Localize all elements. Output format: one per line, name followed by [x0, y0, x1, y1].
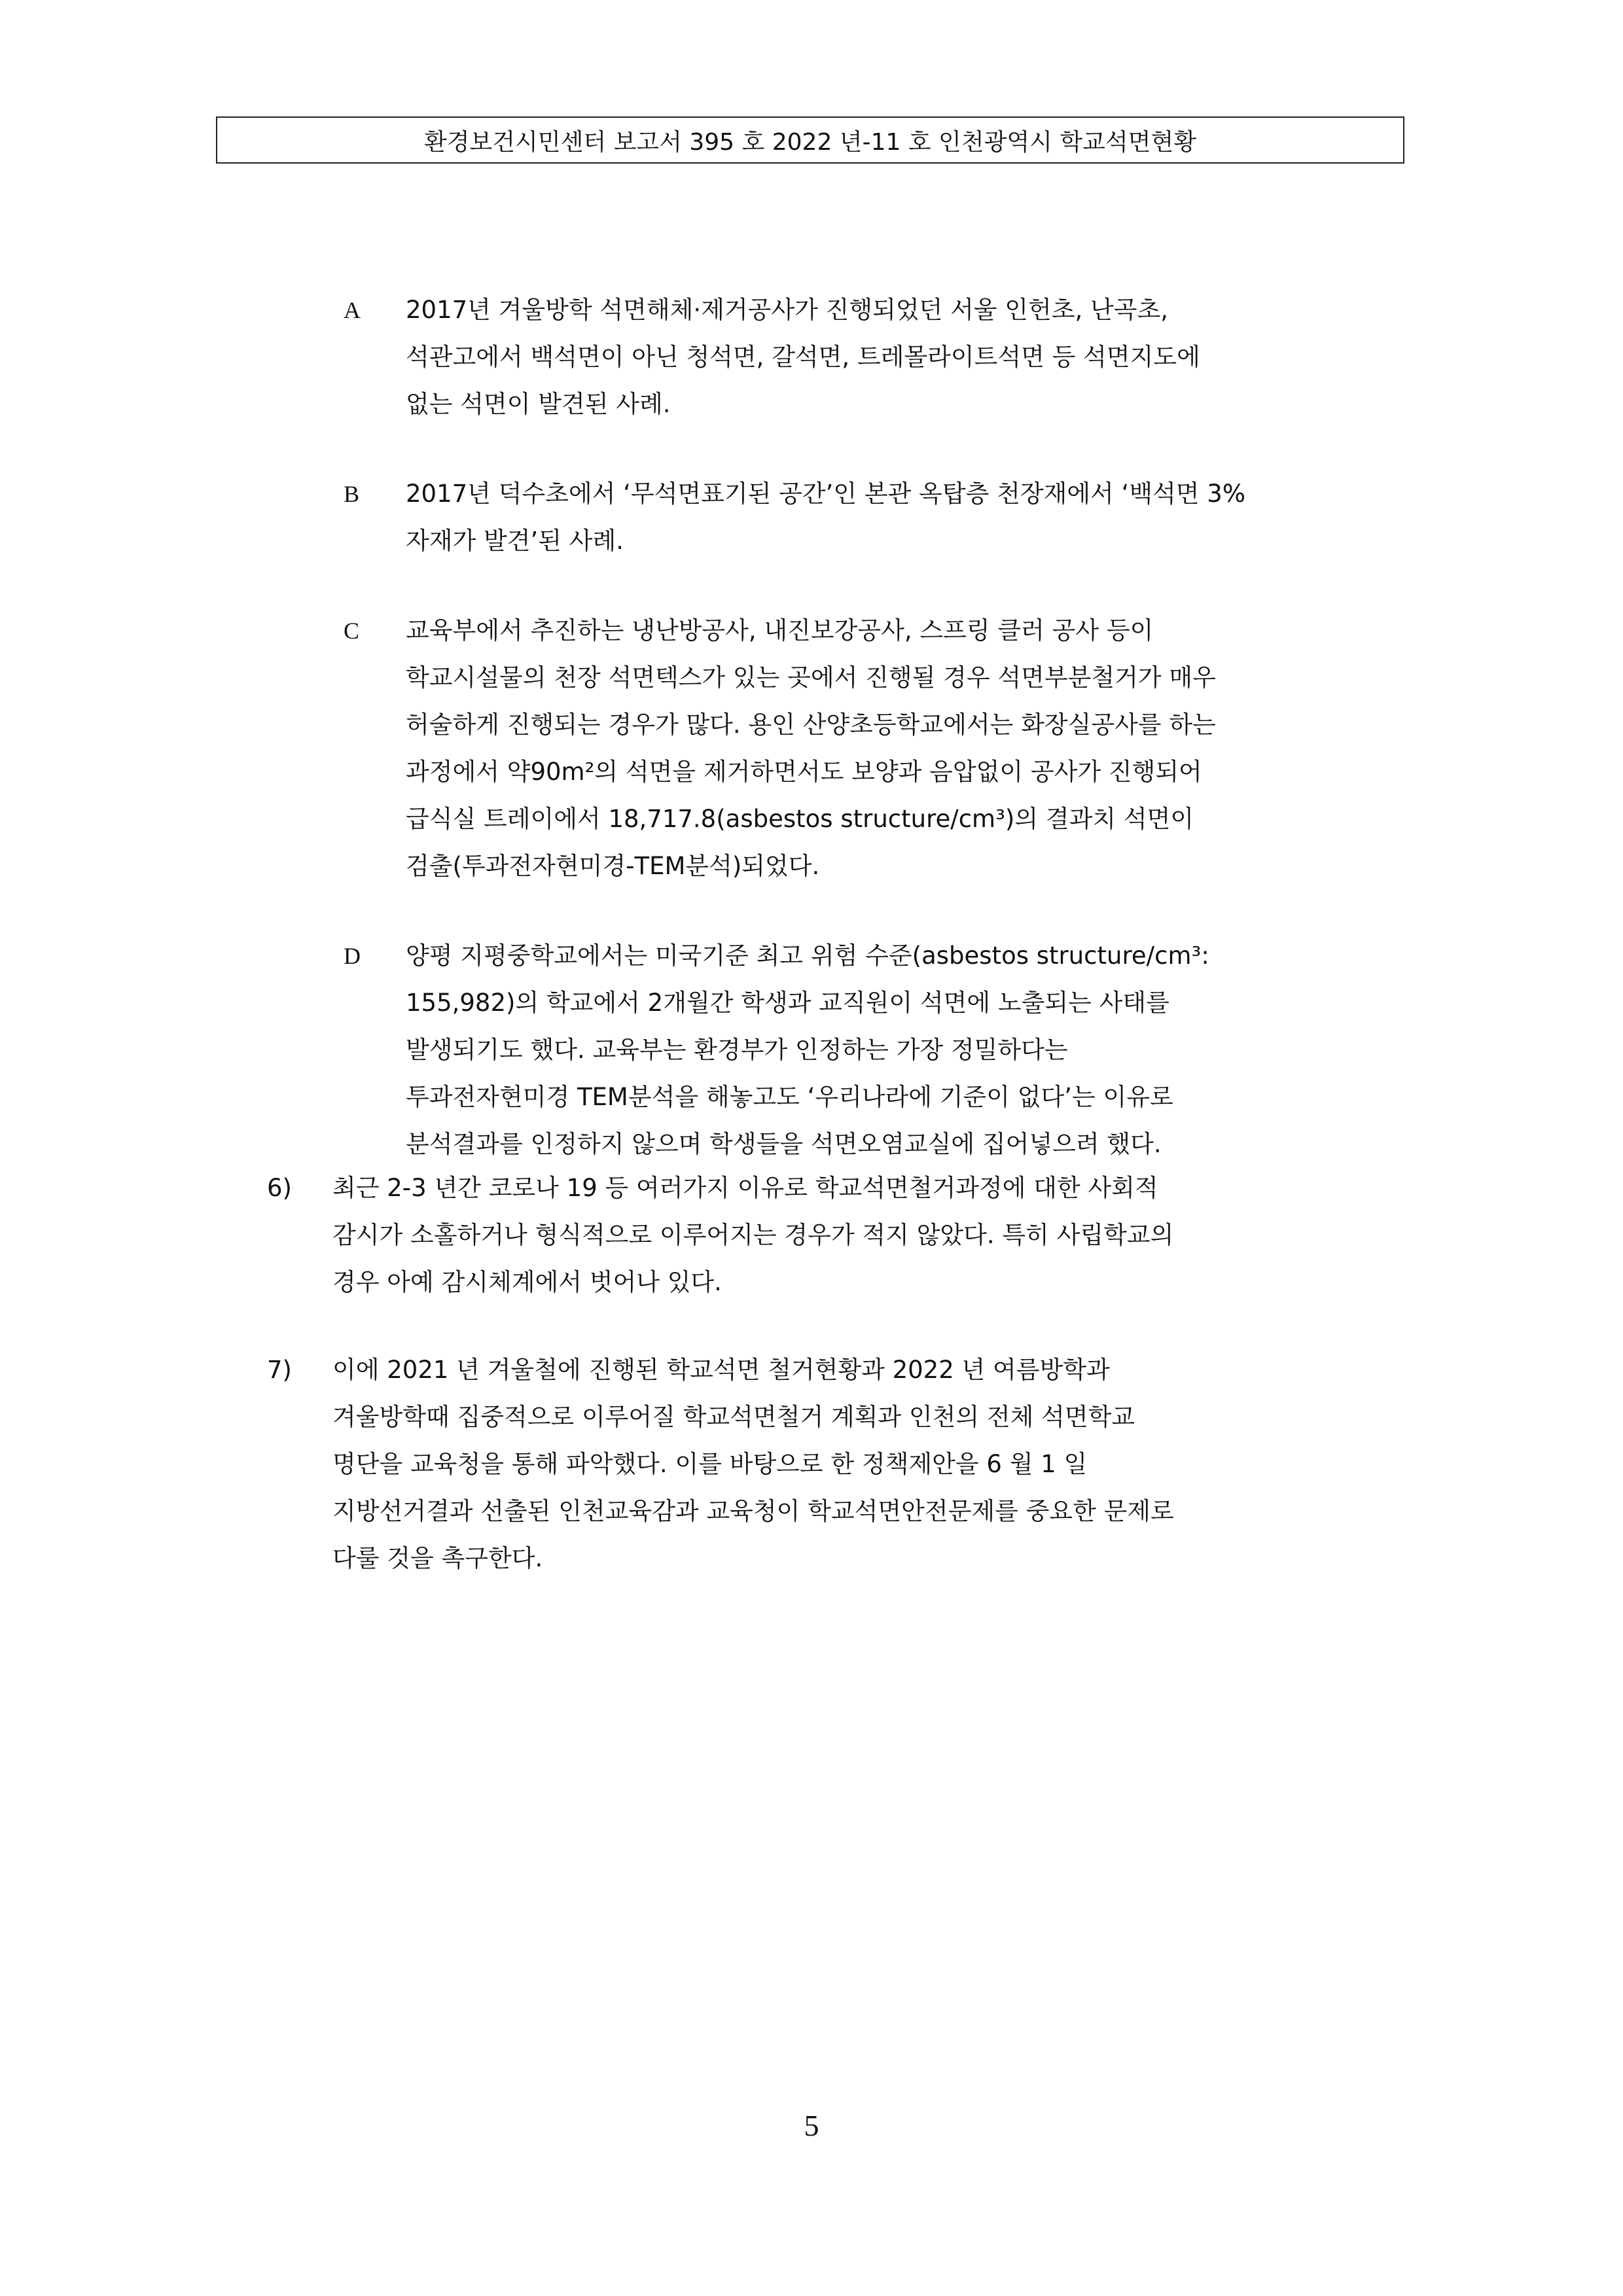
- case-line: 허술하게 진행되는 경우가 많다. 용인 산양초등학교에서는 화장실공사를 하는: [406, 711, 1216, 739]
- paragraph-text: [332, 1347, 1445, 1582]
- paragraph-text: [332, 1165, 1445, 1306]
- paragraph-line: 최근 2-3 년간 코로나 19 등 여러가지 이유로 학교석면철거과정에 대한 사회적: [332, 1174, 1158, 1202]
- case-item-c: [344, 607, 1430, 890]
- paragraph-6: [267, 1165, 1445, 1306]
- case-item-a: [344, 287, 1430, 428]
- case-line: 과정에서 약90m²의 석면을 제거하면서도 보양과 음압없이 공사가 진행되어: [406, 758, 1202, 786]
- case-line: 교육부에서 추진하는 냉난방공사, 내진보강공사, 스프링 클러 공사 등이: [406, 616, 1154, 645]
- case-line: 급식실 트레이에서 18,717.8(asbestos structure/cm³)의 결과치 석면이: [406, 805, 1194, 833]
- report-header-text: 환경보건시민센터 보고서 395 호 2022 년-11 호 인천광역시 학교석면현황: [423, 128, 1197, 156]
- case-line: 자재가 발견’된 사례.: [406, 527, 624, 555]
- case-text: [406, 932, 1430, 1168]
- case-text: [406, 470, 1430, 565]
- case-line: 양평 지평중학교에서는 미국기준 최고 위험 수준(asbestos structure/cm³:: [406, 942, 1209, 970]
- case-marker: B: [344, 481, 360, 507]
- paragraph-number: 7): [267, 1356, 292, 1384]
- case-line: 검출(투과전자현미경-TEM분석)되었다.: [406, 852, 820, 880]
- paragraph-line: 다룰 것을 촉구한다.: [332, 1544, 543, 1572]
- case-line: 석관고에서 백석면이 아닌 청석면, 갈석면, 트레몰라이트석면 등 석면지도에: [406, 343, 1200, 371]
- case-line: 155,982)의 학교에서 2개월간 학생과 교직원이 석면에 노출되는 사태를: [406, 989, 1169, 1017]
- paragraph-line: 겨울방학때 집중적으로 이루어질 학교석면철거 계획과 인천의 전체 석면학교: [332, 1403, 1135, 1431]
- case-line: 발생되기도 했다. 교육부는 환경부가 인정하는 가장 정밀하다는: [406, 1036, 1068, 1064]
- case-item-b: [344, 470, 1430, 565]
- page-number: 5: [804, 2109, 819, 2142]
- case-text: [406, 287, 1430, 428]
- paragraph-line: 경우 아예 감시체계에서 벗어나 있다.: [332, 1268, 722, 1296]
- case-text: [406, 607, 1430, 890]
- paragraph-number: 6): [267, 1174, 292, 1202]
- report-header: [216, 116, 1404, 164]
- paragraph-line: 감시가 소홀하거나 형식적으로 이루어지는 경우가 적지 않았다. 특히 사립학교의: [332, 1221, 1174, 1249]
- case-line: 투과전자현미경 TEM분석을 해놓고도 ‘우리나라에 기준이 없다’는 이유로: [406, 1083, 1173, 1111]
- case-item-d: [344, 932, 1430, 1168]
- paragraph-7: [267, 1347, 1445, 1582]
- case-line: 없는 석면이 발견된 사례.: [406, 390, 671, 418]
- case-examples-list: [344, 287, 1430, 1210]
- case-line: 2017년 겨울방학 석면해체·제거공사가 진행되었던 서울 인헌초, 난곡초,: [406, 296, 1169, 324]
- case-marker: C: [344, 618, 360, 644]
- numbered-paragraphs: [267, 1165, 1445, 1623]
- paragraph-line: 명단을 교육청을 통해 파악했다. 이를 바탕으로 한 정책제안을 6 월 1 일: [332, 1450, 1088, 1478]
- case-line: 2017년 덕수초에서 ‘무석면표기된 공간’인 본관 옥탑층 천장재에서 ‘백석면 3%: [406, 480, 1246, 508]
- case-line: 학교시설물의 천장 석면텍스가 있는 곳에서 진행될 경우 석면부분철거가 매우: [406, 663, 1216, 692]
- case-line: 분석결과를 인정하지 않으며 학생들을 석면오염교실에 집어넣으려 했다.: [406, 1130, 1162, 1158]
- case-marker: A: [344, 297, 361, 323]
- case-marker: D: [344, 943, 361, 969]
- paragraph-line: 지방선거결과 선출된 인천교육감과 교육청이 학교석면안전문제를 중요한 문제로: [332, 1497, 1174, 1525]
- paragraph-line: 이에 2021 년 겨울철에 진행된 학교석면 철거현황과 2022 년 여름방학과: [332, 1356, 1110, 1384]
